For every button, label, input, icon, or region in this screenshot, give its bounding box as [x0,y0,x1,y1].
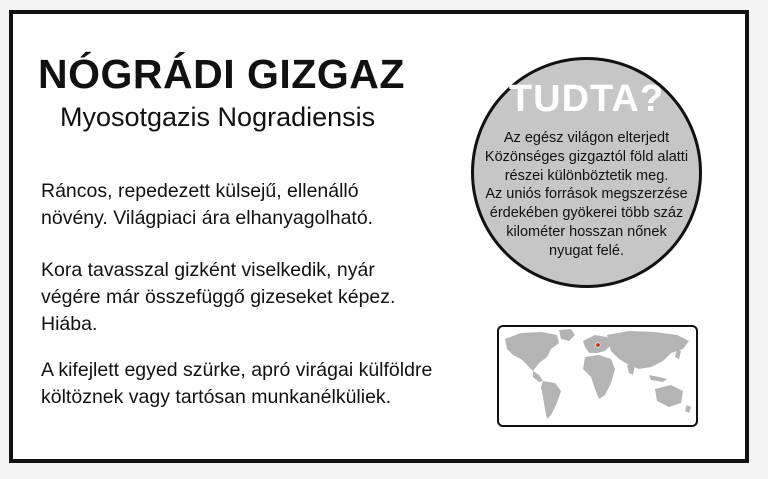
hungary-marker [596,343,600,347]
fact-line: Közönséges gizgaztól föld alatti [484,148,689,165]
text-line: A kifejlett egyed szürke, apró virágai külföldre [41,359,433,381]
fact-line: Az uniós források megszerzése [485,186,688,203]
text-line: Kora tavasszal gizként viselkedik, nyár [41,259,375,281]
fact-bubble [471,57,702,288]
fact-line: nyugat felé. [549,242,624,259]
world-map [497,325,698,427]
description-paragraph-2 [41,257,511,338]
description-paragraph-3 [41,357,511,411]
australia [655,385,683,407]
text-line: növény. Világpiaci ára elhanyagolható. [41,207,374,229]
central-america [533,371,543,382]
fact-line: részei különböztetik meg. [504,167,669,184]
indonesia [649,375,667,382]
fact-line: érdekében gyökerei több száz [489,205,684,222]
text-line: Ráncos, repedezett külsejű, ellenálló [41,180,359,202]
asia [607,331,689,369]
south-america [541,381,561,419]
africa [583,355,615,399]
text-line: Hiába. [41,313,98,335]
text-line: végére már összefüggő gizeseket képez. [41,286,396,308]
new-zealand [685,405,691,413]
page-title: NÓGRÁDI GIZGAZ [38,51,405,97]
fact-line: Az egész világon elterjedt [503,130,670,146]
north-america [505,332,559,371]
world-map-graphic [499,327,696,425]
fact-text [474,129,699,261]
scientific-name: Myosotgazis Nogradiensis [60,102,376,132]
fact-line: kilométer hosszan nőnek [506,223,667,240]
text-line: költöznek vagy tartósan munkanélküliek. [41,386,392,408]
fact-heading: TUDTA? [508,78,665,120]
description-paragraph-1 [41,178,511,232]
india [627,365,635,375]
greenland [559,329,575,341]
